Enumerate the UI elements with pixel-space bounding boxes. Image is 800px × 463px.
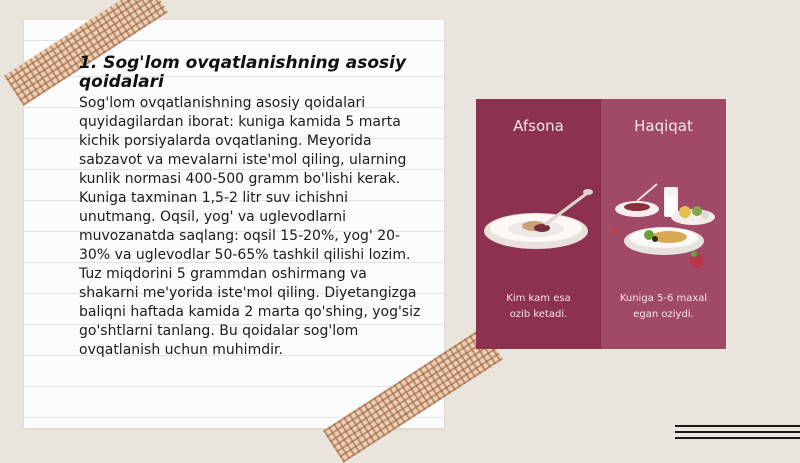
decorative-line <box>675 431 800 433</box>
fact-caption: Kuniga 5-6 maxal egan oziydi. <box>619 293 708 320</box>
myth-vs-fact-infographic <box>476 99 726 349</box>
myth-caption: Kim kam esa ozib ketadi. <box>506 293 571 320</box>
fact-heading: Haqiqat <box>634 117 693 135</box>
myth-panel <box>476 99 601 349</box>
decorative-line <box>675 437 800 439</box>
slide-title: 1. Sog'lom ovqatlanishning asosiy qoidalari <box>79 53 407 92</box>
decorative-line <box>675 425 800 427</box>
myth-heading: Afsona <box>513 117 564 135</box>
balanced-meals-illustration <box>601 179 726 289</box>
small-plate-illustration <box>476 179 601 269</box>
body-paragraph: Sog'lom ovqatlanishning asosiy qoidalari quyidagilardan iborat: kuniga kamida 5 marta kichik porsiyalarda ovqatlaning. Meyorida sabzavot va mevalarni iste'mol qiling, ularning kunlik normasi 400-500 gramm bo'lishi kerak. Kuniga taxminan 1,5-2 litr suv ichishni unutmang. Oqsil, yog' va uglevodlarni muvozanatda saqlang: oqsil 15-20%, yog' 20-30% va uglevodlar 50-65% tashkil qilishi lozim. Tuz miqdorini 5 grammdan oshirmang va shakarni me'yorida iste'mol qiling. Diyetangizga baliqni haftada kamida 2 marta qo'shing, yog'siz go'shtlarni tanlang. Bu qoidalar sog'lom ovqatlanish uchun muhimdir. <box>79 95 421 358</box>
fact-panel <box>601 99 726 349</box>
